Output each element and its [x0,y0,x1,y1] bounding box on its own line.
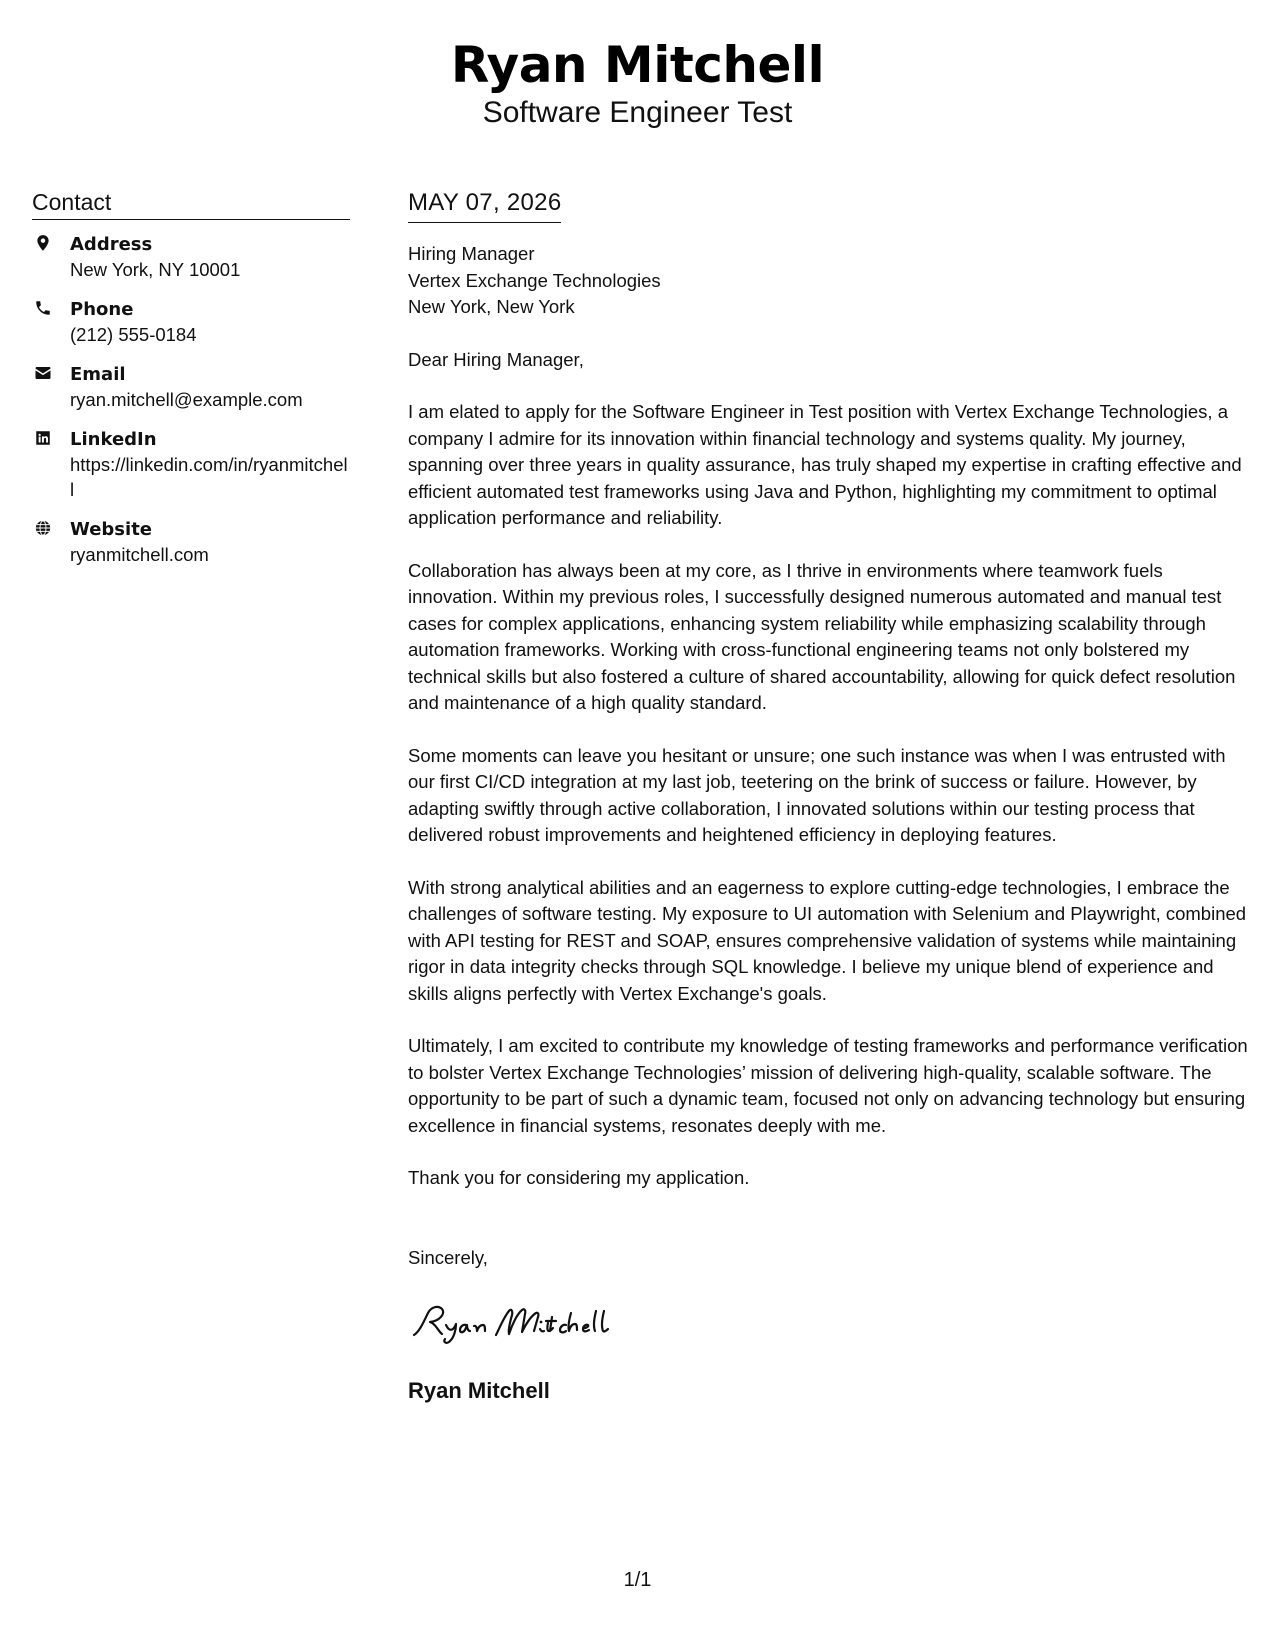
map-pin-icon [34,234,52,252]
contact-value: (212) 555-0184 [70,324,197,345]
letter-paragraph: Collaboration has always been at my core, as I thrive in environments where teamwork fuels innovation. Within my previous roles, I successfully designed numerous automated and manual test cases for complex applications, enhancing system reliability while emphasizing scalability through automation frameworks. Working with cross-functional engineering teams not only bolstered my technical skills but also fostered a culture of shared accountability, allowing for quick defect resolution and maintenance of a high quality standard. [408,559,1236,713]
recipient-line: Vertex Exchange Technologies [408,269,661,291]
globe-icon [34,519,52,537]
contact-address [32,232,350,282]
page-number: 1/1 [623,1569,652,1591]
letter-paragraph: Ultimately, I am excited to contribute my knowledge of testing frameworks and performance verification to bolster Vertex Exchange Technologies’ mission of delivering high-quality, scalable software. The opportunity to be part of such a dynamic team, focused not only on advancing technology but ensuring excellence in financial systems, resonates deeply with me. [408,1035,1248,1136]
contact-value: ryan.mitchell@example.com [70,389,303,410]
applicant-title: Software Engineer Test [482,96,793,129]
letter-paragraph: Some moments can leave you hesitant or unsure; one such instance was when I was entrusted with our first CI/CD integration at my last job, teetering on the brink of success or failure. However, by adapting swiftly through active collaboration, I innovated solutions within our testing process that delivered robust improvements and heightened efficiency in deploying features. [408,744,1226,845]
contact-label: LinkedIn [70,429,157,450]
letter-date: MAY 07, 2026 [408,188,561,223]
letter-paragraph: Thank you for considering my application. [408,1167,750,1188]
contact-label: Address [70,234,153,255]
letter-body [408,188,1248,1405]
contact-heading: Contact [32,188,350,220]
contact-value: ryanmitchell.com [70,544,209,565]
recipient-line: Hiring Manager [408,243,535,264]
contact-website [32,517,350,567]
handwritten-signature [408,1295,1248,1355]
envelope-icon [34,364,52,382]
recipient-line: New York, New York [408,296,575,317]
header [0,34,1275,130]
contact-label: Email [70,364,126,385]
letter-paragraph: I am elated to apply for the Software Engineer in Test position with Vertex Exchange Technologies, a company I admire for its innovation within financial technology and systems quality. My journey, spanning over three years in quality assurance, has truly shaped my expertise in crafting effective and efficient automated test frameworks using Java and Python, highlighting my commitment to optimal application performance and reliability. [408,401,1242,528]
signer-name: Ryan Mitchell [408,1378,550,1403]
phone-icon [34,299,52,317]
applicant-name: Ryan Mitchell [450,36,825,94]
recipient-block [408,241,1248,321]
letter-paragraph: With strong analytical abilities and an eagerness to explore cutting-edge technologies, I embrace the challenges of software testing. My exposure to UI automation with Selenium and Playwright, combined with API testing for REST and SOAP, ensures comprehensive validation of systems while maintaining rigor in data integrity checks through SQL knowledge. I believe my unique blend of experience and skills aligns perfectly with Vertex Exchange's goals. [408,876,1247,1004]
linkedin-icon [34,429,52,447]
salutation: Dear Hiring Manager, [408,348,584,370]
contact-value: https://linkedin.com/in/ryanmitchell [70,454,348,500]
contact-phone [32,297,350,347]
contact-linkedin [32,427,350,502]
contact-sidebar [32,188,350,582]
contact-email [32,362,350,412]
closing: Sincerely, [408,1246,488,1268]
contact-value: New York, NY 10001 [70,259,241,280]
contact-label: Phone [70,299,134,320]
contact-label: Website [70,519,153,540]
